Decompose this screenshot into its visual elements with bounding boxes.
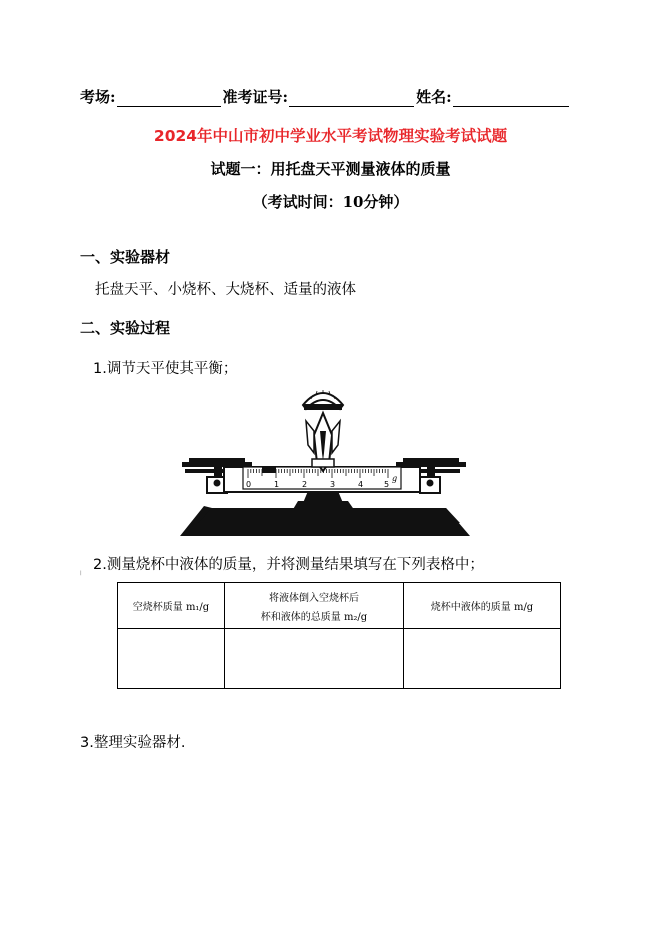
- right-balance-nut: [420, 469, 460, 473]
- step1-text: 1.调节天平使其平衡；: [93, 361, 238, 377]
- header-liquid-mass: 烧杯中液体的质量 m/g: [404, 583, 561, 629]
- margin-mark: |: [80, 570, 82, 576]
- exam-number-blank[interactable]: [289, 90, 414, 107]
- header-total-mass-line1: 将液体倒入空烧杯后: [269, 592, 359, 604]
- balance-illustration: [180, 383, 470, 536]
- exam-number-label: 准考证号:: [222, 88, 289, 106]
- candidate-info-line: [80, 86, 571, 107]
- venue-label: 考场:: [80, 88, 116, 106]
- section1-heading: 一、实验器材: [80, 248, 171, 266]
- scale-label-4: 4: [358, 480, 364, 489]
- header-empty-beaker-mass: 空烧杯质量 m₁/g: [118, 583, 225, 629]
- step3-text: 3.整理实验器材.: [80, 735, 186, 751]
- header-total-mass: [225, 583, 404, 629]
- scale-label-1: 1: [274, 480, 280, 489]
- name-blank[interactable]: [453, 90, 569, 107]
- scale-label-2: 2: [302, 480, 308, 489]
- scale-unit: g: [392, 474, 398, 483]
- result-table: [117, 582, 561, 689]
- equipment-list: 托盘天平、小烧杯、大烧杯、适量的液体: [95, 282, 356, 298]
- cell-empty-beaker-mass[interactable]: [118, 629, 225, 689]
- table-row: [118, 629, 561, 689]
- step2-text: 2.测量烧杯中液体的质量，并将测量结果填写在下列表格中；: [93, 557, 484, 573]
- table-header-row: [118, 583, 561, 629]
- rider: [262, 467, 276, 473]
- cell-liquid-mass[interactable]: [404, 629, 561, 689]
- exam-time: （考试时间：10分钟）: [252, 193, 409, 211]
- scale-label-3: 3: [330, 480, 336, 489]
- page-title: 2024年中山市初中学业水平考试物理实验考试试题: [153, 127, 508, 145]
- scale-label-0: 0: [246, 480, 252, 489]
- header-total-mass-line2: 杯和液体的总质量 m₂/g: [260, 611, 368, 623]
- cell-total-mass[interactable]: [225, 629, 404, 689]
- section2-heading: 二、实验过程: [80, 319, 171, 337]
- venue-blank[interactable]: [117, 90, 221, 107]
- question-subtitle: 试题一：用托盘天平测量液体的质量: [210, 160, 451, 178]
- scale-label-5: 5: [384, 480, 390, 489]
- left-balance-nut: [185, 469, 225, 473]
- name-label: 姓名:: [416, 88, 452, 106]
